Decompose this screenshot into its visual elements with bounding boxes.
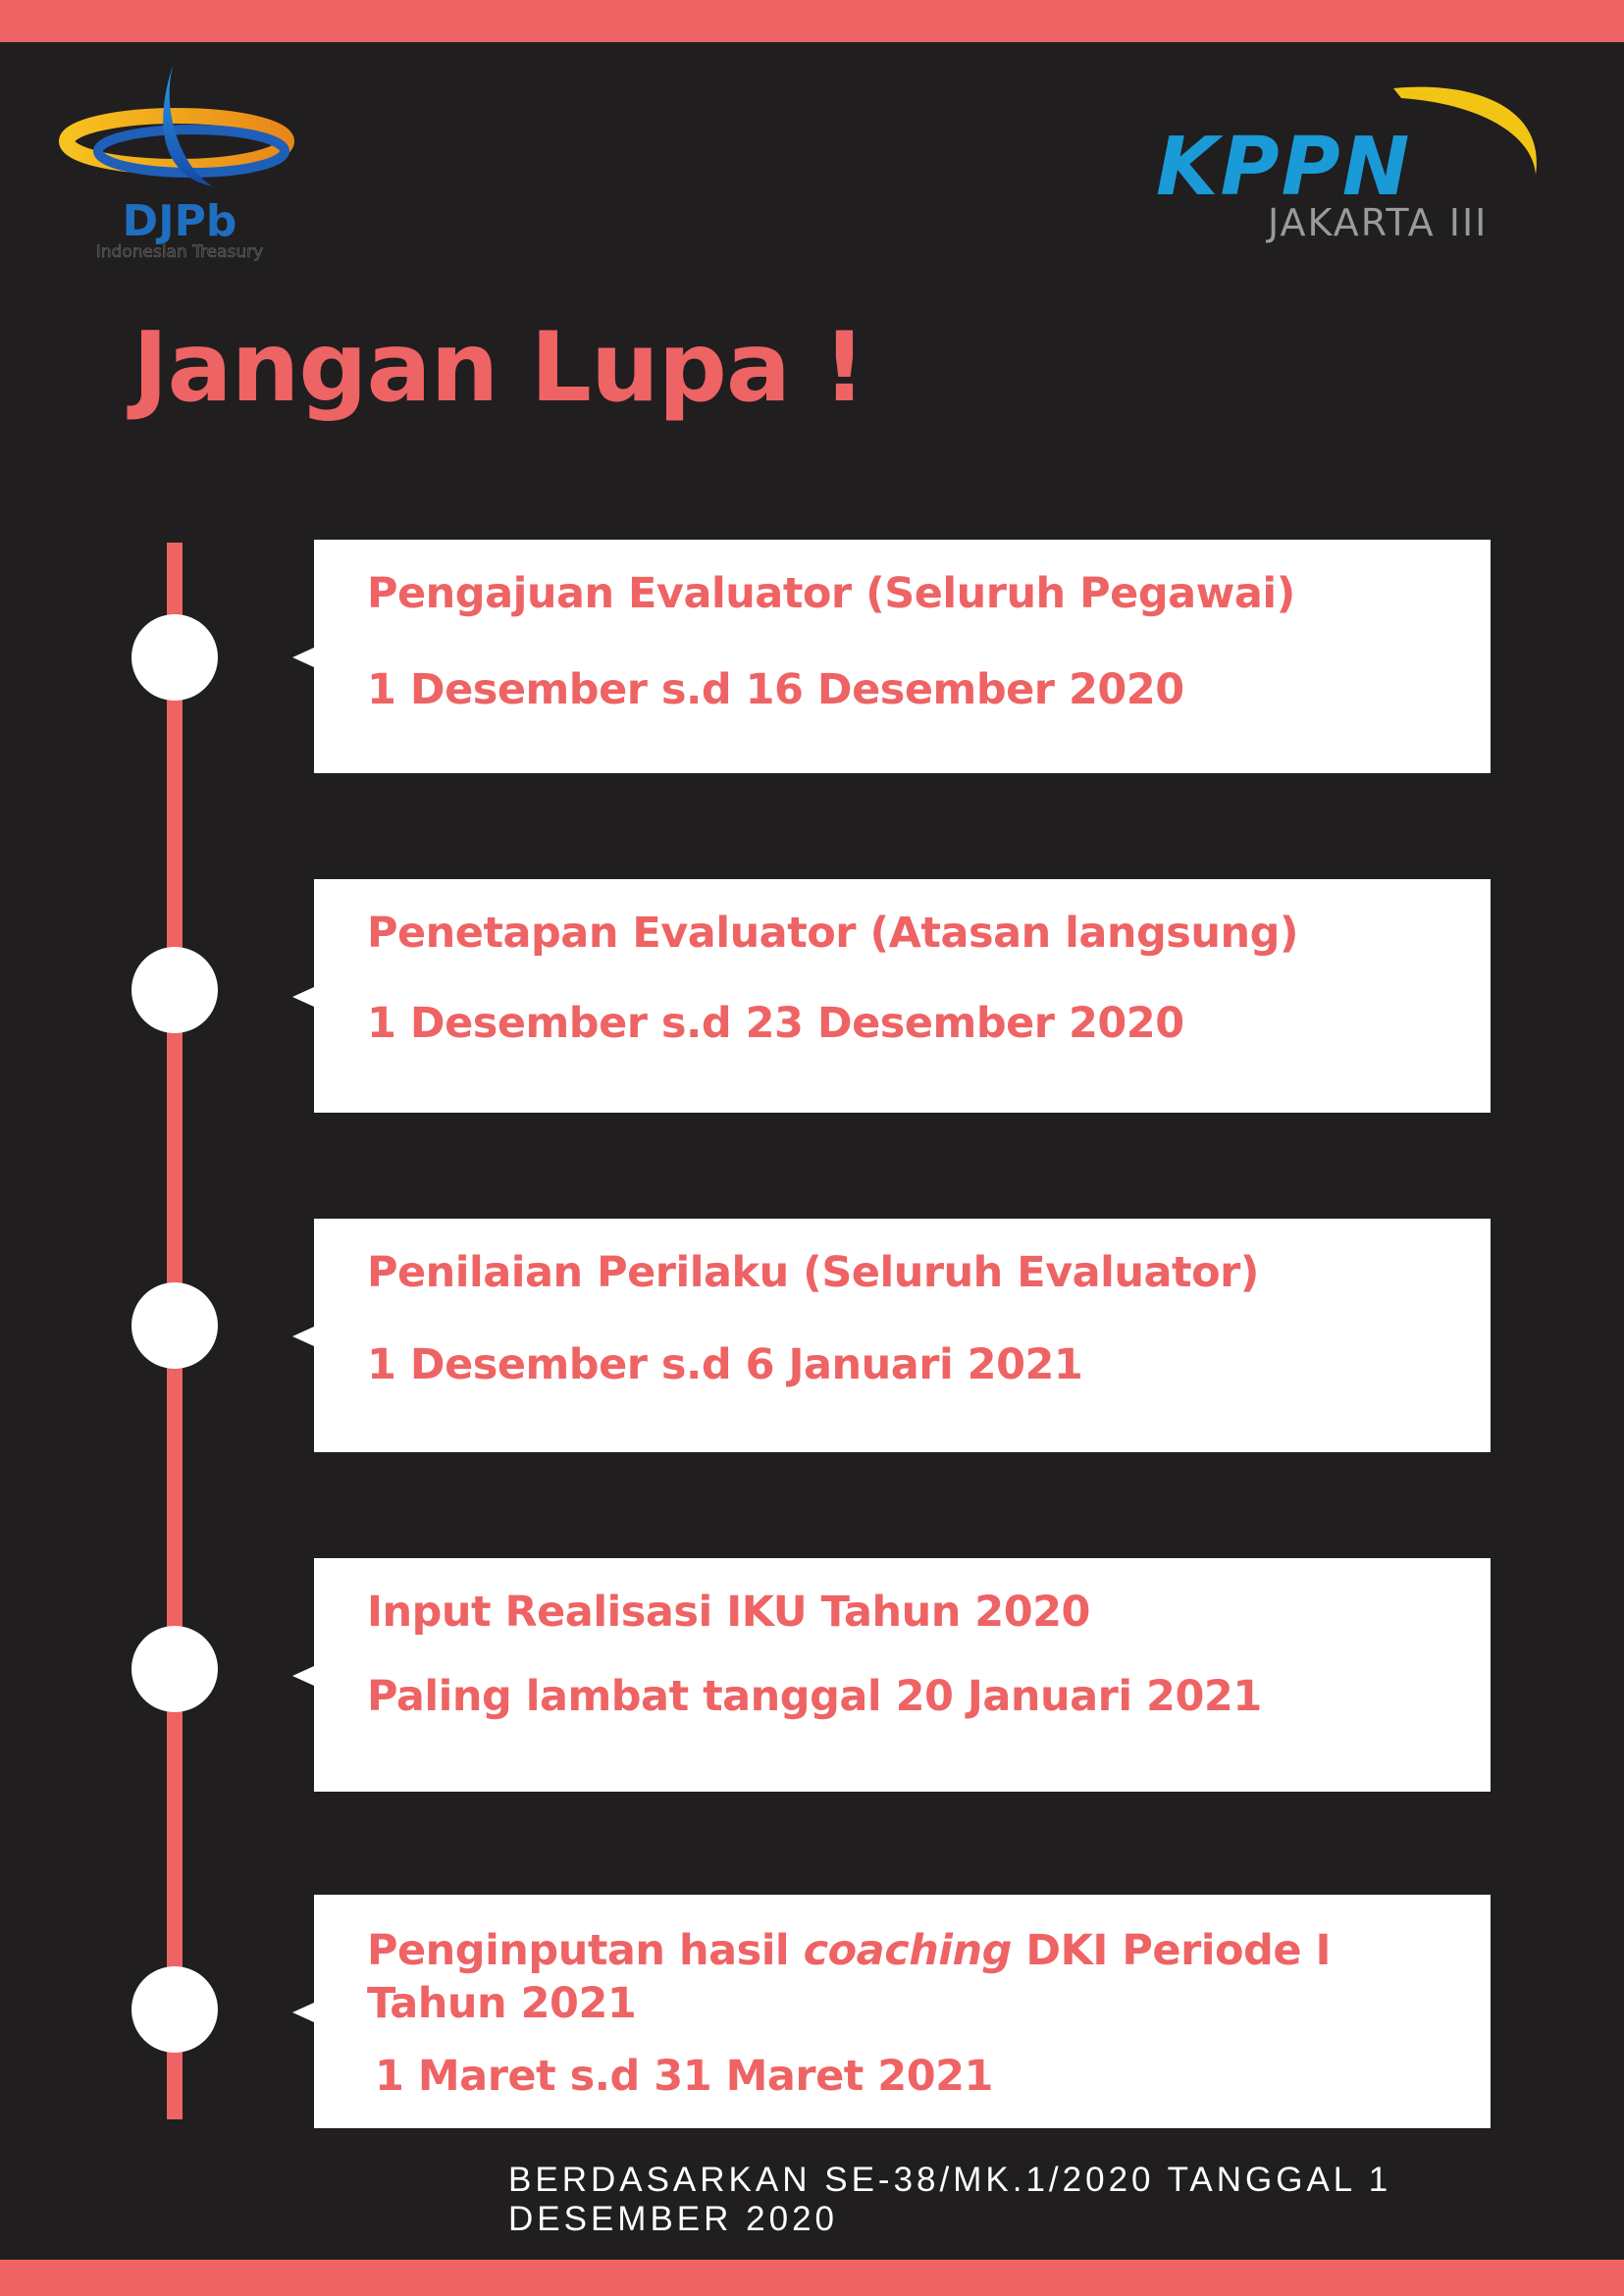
page-headline: Jangan Lupa ! xyxy=(132,312,865,424)
card-title-emphasis: coaching xyxy=(803,1926,1012,1975)
arc-swoosh xyxy=(1393,87,1537,175)
card-date: 1 Desember s.d 16 Desember 2020 xyxy=(367,665,1184,714)
card-date: 1 Desember s.d 23 Desember 2020 xyxy=(367,999,1184,1048)
card-title: Input Realisasi IKU Tahun 2020 xyxy=(367,1588,1090,1637)
timeline-card xyxy=(314,879,1491,1113)
card-date: 1 Maret s.d 31 Maret 2021 xyxy=(375,2052,993,2101)
kppn-logo xyxy=(1148,77,1560,243)
bottom-accent-band xyxy=(0,2260,1624,2296)
timeline-node xyxy=(131,1282,218,1369)
card-date: Paling lambat tanggal 20 Januari 2021 xyxy=(367,1672,1262,1721)
timeline-node xyxy=(131,1966,218,2053)
timeline-card xyxy=(314,1219,1491,1452)
timeline-node xyxy=(131,1626,218,1712)
timeline-card xyxy=(314,540,1491,773)
djpb-wordmark: DJPb xyxy=(122,196,237,246)
card-date: 1 Desember s.d 6 Januari 2021 xyxy=(367,1340,1083,1389)
card-title: Pengajuan Evaluator (Seluruh Pegawai) xyxy=(367,569,1295,618)
timeline-card xyxy=(314,1558,1491,1792)
kppn-subtitle: JAKARTA III xyxy=(1268,201,1489,243)
djpb-logo xyxy=(44,61,319,267)
timeline-node xyxy=(131,614,218,701)
card-title: Penginputan hasil coaching DKI Periode I Tahun 2021 xyxy=(367,1926,1331,2028)
footer-reference: BERDASARKAN SE-38/MK.1/2020 TANGGAL 1 DESEMBER 2020 xyxy=(508,2161,1392,2238)
djpb-tagline: Indonesian Treasury xyxy=(95,242,264,262)
card-title: Penetapan Evaluator (Atasan langsung) xyxy=(367,909,1299,958)
kppn-wordmark: KPPN xyxy=(1156,121,1412,214)
card-title: Penilaian Perilaku (Seluruh Evaluator) xyxy=(367,1248,1259,1297)
timeline-node xyxy=(131,947,218,1033)
top-accent-band xyxy=(0,0,1624,42)
timeline-card xyxy=(314,1895,1491,2128)
